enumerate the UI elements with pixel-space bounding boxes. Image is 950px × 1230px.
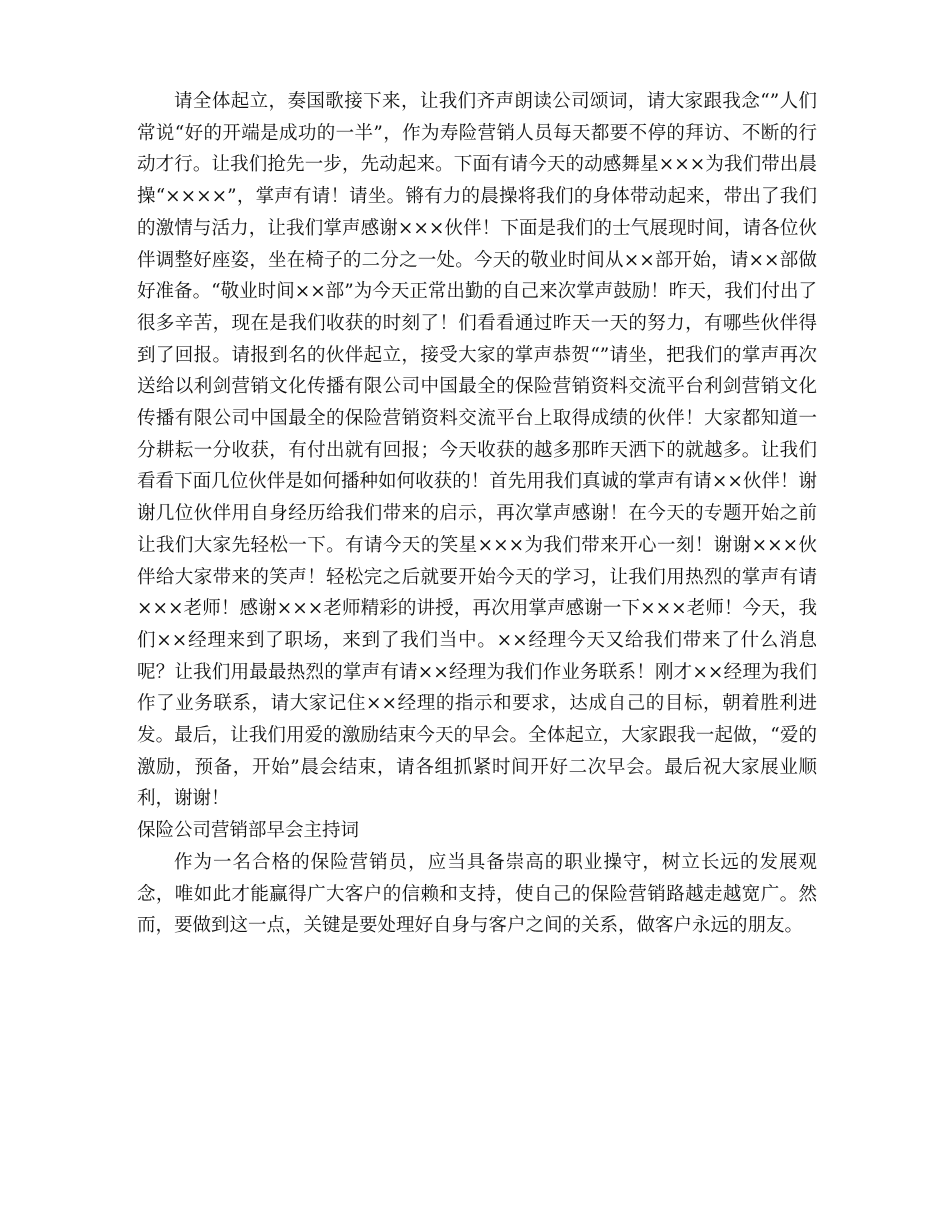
- body-paragraph-1: 请全体起立，奏国歌接下来，让我们齐声朗读公司颂词，请大家跟我念“”人们常说“好的开端是成功的一半”，作为寿险营销人员每天都要不停的拜访、不断的行动才行。让我们抢先一步，先动起来。下面有请今天的动感舞星×××为我们带出晨操“××××”，掌声有请！请坐。锵有力的晨操将我们的身体带动起来，带出了我们的激情与活力，让我们掌声感谢×××伙伴！下面是我们的士气展现时间，请各位伙伴调整好座姿，坐在椅子的二分之一处。今天的敬业时间从××部开始，请××部做好准备。“敬业时间××部”为今天正常出勤的自己来次掌声鼓励！昨天，我们付出了很多辛苦，现在是我们收获的时刻了！们看看通过昨天一天的努力，有哪些伙伴得到了回报。请报到名的伙伴起立，接受大家的掌声恭贺“”请坐，把我们的掌声再次送给以利剑营销文化传播有限公司中国最全的保险营销资料交流平台利剑营销文化传播有限公司中国最全的保险营销资料交流平台上取得成绩的伙伴！大家都知道一分耕耘一分收获，有付出就有回报；今天收获的越多那昨天洒下的就越多。让我们看看下面几位伙伴是如何播种如何收获的！首先用我们真诚的掌声有请××伙伴！谢谢几位伙伴用自身经历给我们带来的启示，再次掌声感谢！在今天的专题开始之前让我们大家先轻松一下。有请今天的笑星×××为我们带来开心一刻！谢谢×××伙伴给大家带来的笑声！轻松完之后就要开始今天的学习，让我们用热烈的掌声有请×××老师！感谢×××老师精彩的讲授，再次用掌声感谢一下×××老师！今天，我们××经理来到了职场，来到了我们当中。××经理今天又给我们带来了什么消息呢？让我们用最最热烈的掌声有请××经理为我们作业务联系！刚才××经理为我们作了业务联系，请大家记住××经理的指示和要求，达成自己的目标，朝着胜利进发。最后，让我们用爱的激励结束今天的早会。全体起立，大家跟我一起做，“爱的激励，预备，开始”晨会结束，请各组抓紧时间开好二次早会。最后祝大家展业顺利，谢谢！: [137, 91, 817, 810]
- document-body: [137, 86, 817, 942]
- section-heading: 保险公司营销部早会主持词: [137, 820, 360, 842]
- body-paragraph-2: 作为一名合格的保险营销员，应当具备崇高的职业操守，树立长远的发展观念，唯如此才能赢得广大客户的信赖和支持，使自己的保险营销路越走越宽广。然而，要做到这一点，关键是要处理好自身与客户之间的关系，做客户永远的朋友。: [137, 851, 817, 937]
